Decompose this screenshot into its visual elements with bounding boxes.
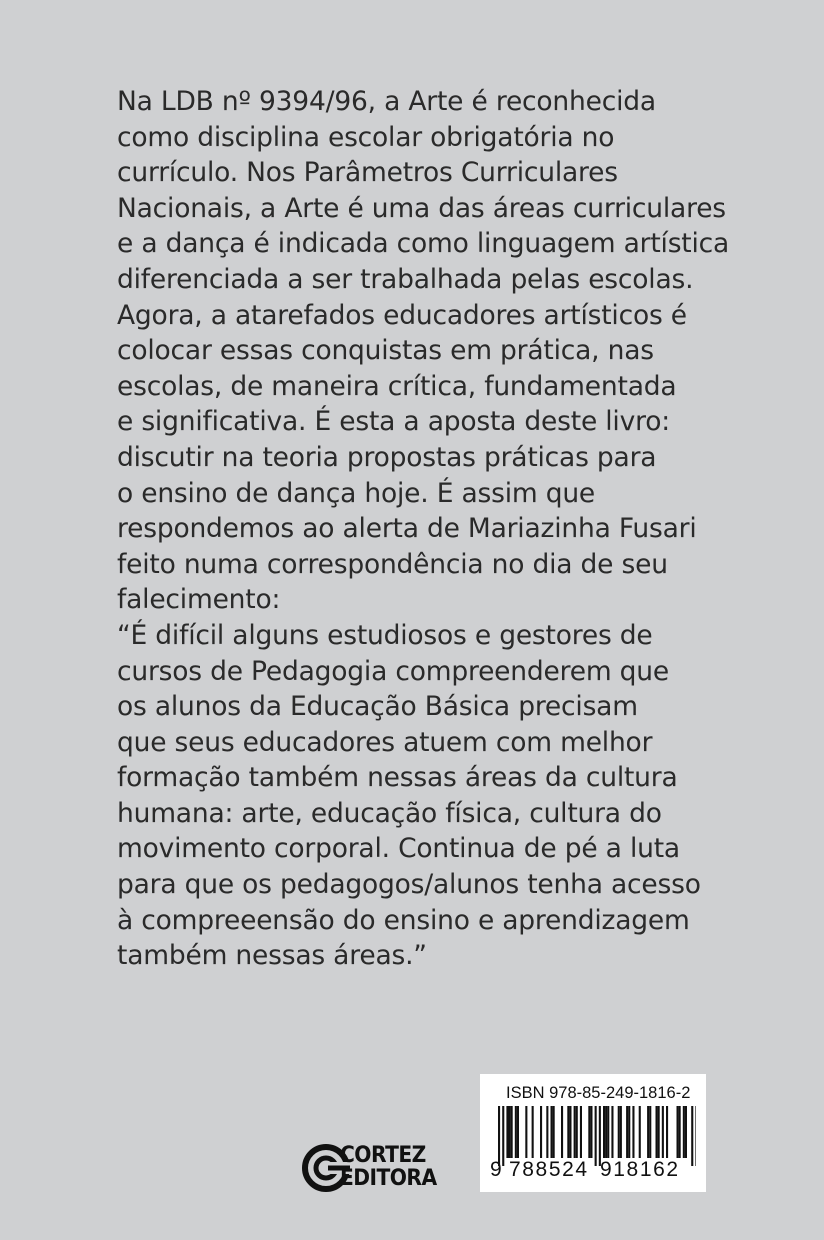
text-line: falecimento: (117, 584, 281, 616)
barcode-bar (683, 1106, 685, 1158)
text-line: discutir na teoria propostas práticas para (117, 441, 657, 473)
barcode-bar (628, 1106, 630, 1158)
barcode-bar (590, 1106, 592, 1158)
barcode-bar (540, 1106, 542, 1158)
text-line: colocar essas conquistas em prática, nas (117, 335, 654, 367)
back-cover-text (117, 84, 730, 974)
barcode-bar (685, 1106, 687, 1158)
barcode-bar (658, 1106, 660, 1158)
barcode-bar (546, 1106, 548, 1158)
barcode-bar (567, 1106, 569, 1158)
barcode-bar (695, 1106, 696, 1166)
barcode-bar (656, 1106, 658, 1158)
text-line: Agora, a atarefados educadores artísticos é (117, 299, 687, 331)
barcode-bar (517, 1106, 519, 1158)
text-line: Na LDB nº 9394/96, a Arte é reconhecida (117, 86, 656, 117)
text-line: para que os pedagogos/alunos tenha acesso (117, 869, 701, 901)
text-line: “É difícil alguns estudiosos e gestores de (117, 619, 653, 651)
barcode-bar (569, 1106, 571, 1158)
text-line: currículo. Nos Parâmetros Curriculares (117, 157, 618, 189)
barcode-left-digits: 788524 (509, 1158, 589, 1181)
barcode-bar (649, 1106, 651, 1158)
text-line: como disciplina escolar obrigatória no (117, 121, 615, 153)
barcode-bar (551, 1106, 553, 1158)
text-line: diferenciada a ser trabalhada pelas escolas. (117, 263, 694, 295)
text-line: e significativa. É esta a aposta deste livro: (117, 406, 670, 438)
barcode-bar (553, 1106, 555, 1158)
barcode-bar (515, 1106, 517, 1158)
barcode-bar (611, 1106, 613, 1158)
barcode-bar (632, 1106, 634, 1158)
barcode-bar (561, 1106, 563, 1158)
barcode-bar (511, 1106, 513, 1158)
text-line: os alunos da Educação Básica precisam (117, 691, 638, 723)
barcode-first-digit: 9 (490, 1158, 502, 1181)
text-line: escolas, de maneira crítica, fundamentada (117, 370, 677, 402)
isbn-label: ISBN 978-85-249-1816-2 (506, 1084, 691, 1102)
barcode-bar (639, 1106, 641, 1158)
barcode-bar (525, 1106, 527, 1158)
barcode-bar (576, 1106, 578, 1158)
barcode-bar (677, 1106, 679, 1158)
barcode-bar (506, 1106, 508, 1158)
text-line: que seus educadores atuem com melhor (117, 726, 653, 758)
barcode-bar (620, 1106, 622, 1158)
text-line: movimento corporal. Continua de pé a luta (117, 833, 680, 865)
barcode-bar (588, 1106, 590, 1158)
publisher-name-bottom: EDITORA (340, 1166, 437, 1191)
barcode-bar (574, 1106, 576, 1158)
barcode-bars (490, 1106, 696, 1166)
text-line: feito numa correspondência no dia de seu (117, 548, 668, 580)
barcode-bar (679, 1106, 681, 1158)
barcode-bar (599, 1106, 601, 1166)
barcode-bar (662, 1106, 664, 1158)
barcode-bar (691, 1106, 693, 1166)
barcode-bar (580, 1106, 582, 1158)
barcode-bar (498, 1106, 500, 1166)
barcode-bar (626, 1106, 628, 1158)
barcode-bar (607, 1106, 609, 1158)
text-line: também nessas áreas.” (117, 940, 427, 972)
barcode-bar (502, 1106, 504, 1166)
barcode-bar (647, 1106, 649, 1158)
barcode-bar (532, 1106, 534, 1158)
publisher-name-top: CORTEZ (340, 1143, 426, 1168)
text-line: o ensino de dança hoje. É assim que (117, 477, 596, 509)
text-line: formação também nessas áreas da cultura (117, 762, 678, 794)
isbn-barcode (480, 1074, 706, 1192)
barcode-bar (618, 1106, 620, 1158)
text-line: Nacionais, a Arte é uma das áreas curriculares (117, 192, 726, 224)
text-line: e a dança é indicada como linguagem artística (117, 228, 730, 260)
barcode-bar (605, 1106, 607, 1158)
barcode-bar (509, 1106, 511, 1158)
barcode-bar (595, 1106, 597, 1166)
publisher-logo (302, 1144, 452, 1194)
text-line: cursos de Pedagogia compreenderem que (117, 655, 669, 687)
text-line: à compreeensão do ensino e aprendizagem (117, 904, 690, 936)
barcode-bar (603, 1106, 605, 1158)
text-line: respondemos ao alerta de Mariazinha Fusari (117, 513, 697, 545)
text-line: humana: arte, educação física, cultura do (117, 797, 662, 829)
barcode-digits (490, 1158, 700, 1184)
barcode-bar (666, 1106, 668, 1158)
barcode-right-digits: 918162 (600, 1158, 680, 1181)
